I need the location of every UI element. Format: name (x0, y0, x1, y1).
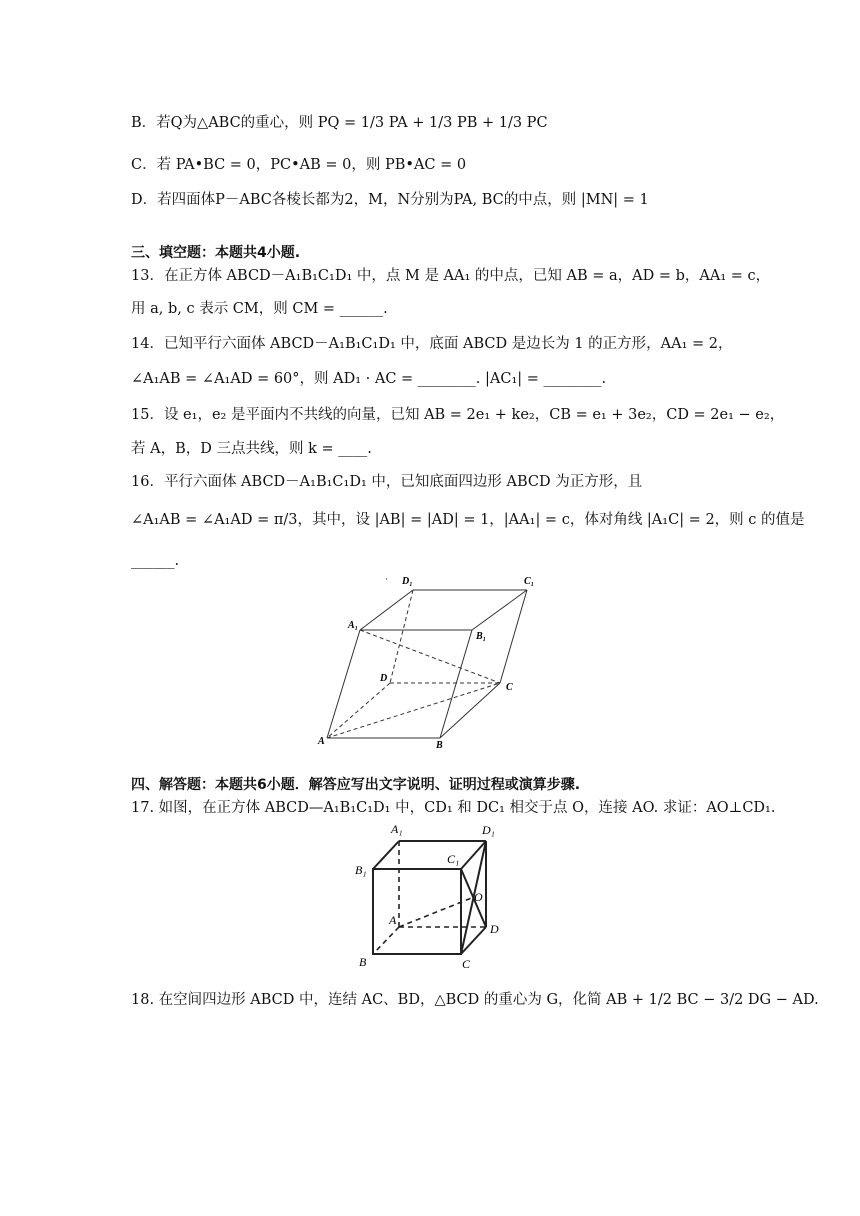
q15-line1: 15．设 e₁，e₂ 是平面内不共线的向量，已知 AB = 2e₁ + ke₂，CB = e₁ + 3e₂，CD = 2e₁ − e₂， (131, 407, 785, 423)
fig1-label-b: B (436, 740, 443, 751)
fig1-label-d1: D₁ (402, 576, 413, 587)
q17-line1: 17. 如图，在正方体 ABCD—A₁B₁C₁D₁ 中，CD₁ 和 DC₁ 相交于点 O，连接 AO. 求证：AO⊥CD₁. (131, 800, 776, 816)
q13-line1: 13．在正方体 ABCD－A₁B₁C₁D₁ 中，点 M 是 AA₁ 的中点，已知 AB = a，AD = b，AA₁ = c， (131, 268, 771, 284)
fig1-label-a: A (318, 736, 325, 747)
section3-heading: 三、填空题：本题共4小题. (131, 245, 301, 261)
fig1-label-b1: B₁ (476, 631, 487, 642)
fig1-label-a1: A₁ (348, 620, 359, 631)
q15-line2: 若 A，B，D 三点共线，则 k = ____. (131, 441, 372, 457)
cube-figure (350, 818, 510, 970)
option-c: C．若 PA•BC = 0，PC•AB = 0，则 PB•AC = 0 (131, 157, 467, 173)
option-b: B．若Q为△ABC的重心，则 PQ = 1/3 PA + 1/3 PB + 1/3 PC (131, 115, 548, 131)
q16-line2: ∠A₁AB = ∠A₁AD = π/3，其中，设 |AB| = |AD| = 1，|AA₁| = c，体对角线 |A₁C| = 2，则 c 的值是 (131, 512, 805, 528)
q14-line1: 14．已知平行六面体 ABCD－A₁B₁C₁D₁ 中，底面 ABCD 是边长为 1 的正方形，AA₁ = 2， (131, 336, 733, 352)
option-d: D．若四面体P－ABC各棱长都为2，M，N分别为PA, BC的中点，则 |MN| = 1 (131, 192, 649, 208)
fig2-label-d1: D₁ (482, 823, 495, 837)
fig2-label-c1: C₁ (447, 852, 460, 866)
parallelepiped-figure (310, 570, 560, 755)
q16-line1: 16．平行六面体 ABCD－A₁B₁C₁D₁ 中，已知底面四边形 ABCD 为正方形，且 (131, 474, 643, 490)
fig2-label-a1: A₁ (391, 822, 403, 836)
q13-line2: 用 a, b, c 表示 CM，则 CM = ______. (131, 301, 388, 317)
fig2-label-o: O (474, 890, 483, 904)
fig1-dot: · (385, 574, 388, 584)
fig2-label-d: D (490, 922, 499, 936)
section4-heading: 四、解答题：本题共6小题．解答应写出文字说明、证明过程或演算步骤. (131, 777, 581, 793)
q14-line2: ∠A₁AB = ∠A₁AD = 60°，则 AD₁ · AC = ________. |AC₁| = ________. (131, 371, 607, 387)
fig1-label-c: C (506, 682, 513, 693)
fig2-label-b1: B₁ (355, 863, 367, 877)
fig2-label-c: C (462, 957, 471, 970)
q18-line1: 18. 在空间四边形 ABCD 中，连结 AC、BD，△BCD 的重心为 G，化简 AB + 1/2 BC − 3/2 DG − AD. (131, 992, 819, 1008)
fig2-label-a: A (389, 913, 397, 927)
fig2-label-b: B (359, 955, 367, 969)
fig1-label-c1: C₁ (524, 576, 535, 587)
fig1-label-d: D (380, 673, 388, 684)
q16-line3: ______. (131, 553, 180, 569)
